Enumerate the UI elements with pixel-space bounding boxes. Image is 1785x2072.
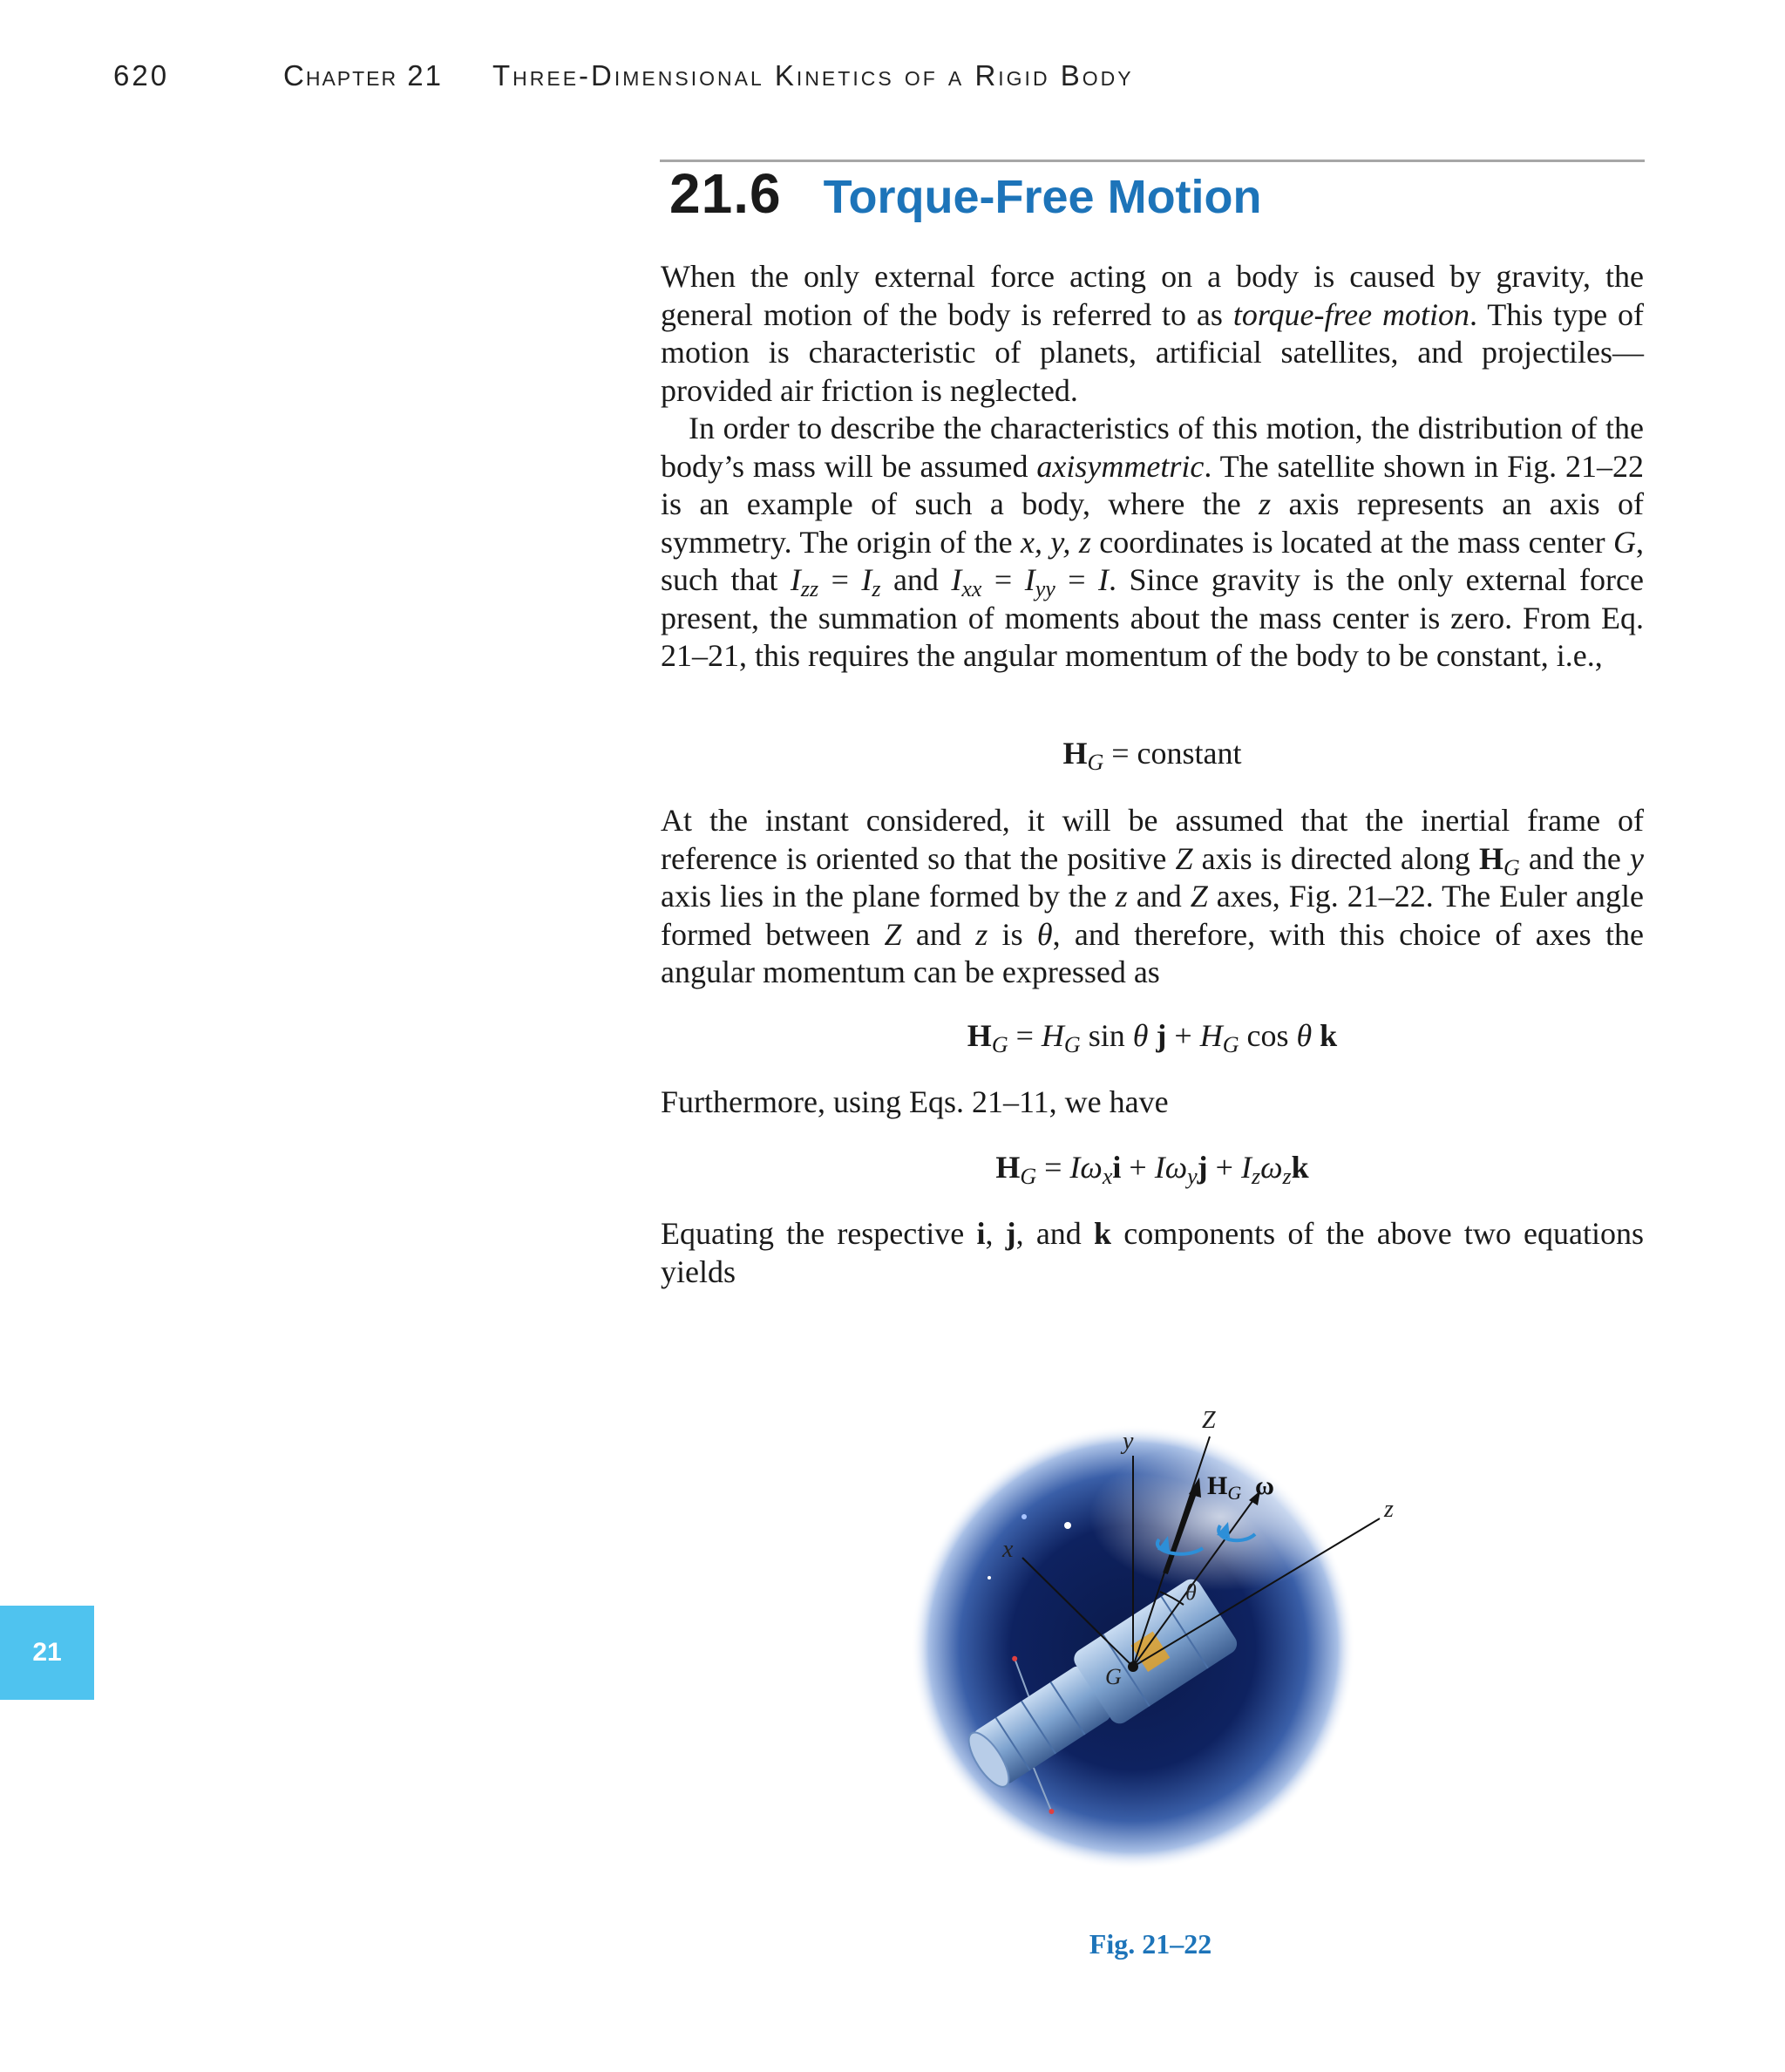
eq-unit-j: j — [1197, 1150, 1208, 1185]
var-I: I — [790, 562, 801, 597]
var-y: y — [1630, 840, 1644, 876]
text-run: Equating the respective — [661, 1216, 977, 1251]
subscript: yy — [1035, 576, 1055, 601]
paragraph-2 — [661, 410, 1644, 676]
mass-center-point — [1128, 1661, 1138, 1672]
eq-text: + — [1166, 1018, 1200, 1053]
eq-unit-j: j — [1156, 1018, 1167, 1053]
light-glow — [1089, 1443, 1351, 1591]
chapter-thumb-tab — [0, 1606, 94, 1700]
subscript: G — [1222, 1032, 1239, 1057]
subscript: G — [1503, 854, 1520, 880]
text-run: In order to describe the characteristics of this motion, the distribution of the body’s mass will be assumed — [661, 411, 1644, 484]
label-H-sub: G — [1227, 1482, 1242, 1504]
eq-text: = — [1036, 1150, 1070, 1185]
text-run: and the — [1519, 840, 1631, 876]
var-Z: Z — [1175, 840, 1193, 876]
var-theta: θ — [1036, 916, 1053, 952]
var-Z: Z — [1190, 879, 1208, 914]
figure-caption: Fig. 21–22 — [1089, 1928, 1212, 1960]
text-run: . This type of motion is characteristic of planets, artificial satellites, and projectiles—provided air friction is neglected. — [661, 296, 1644, 408]
label-Z: Z — [1202, 1407, 1216, 1434]
section-title: Torque-Free Motion — [823, 171, 1262, 223]
eq-term: Iω — [1069, 1150, 1103, 1185]
figure-satellite — [906, 1386, 1429, 1874]
label-omega: ω — [1255, 1471, 1274, 1500]
eq-symbol-H: H — [1062, 736, 1088, 771]
text-run: axis represents an axis of symmetry. The origin of the — [661, 486, 1644, 560]
subscript: zz — [800, 576, 819, 601]
text-run: , — [985, 1216, 1006, 1251]
text-run: = — [818, 562, 862, 597]
emphasis-torque-free: torque-free motion — [1232, 296, 1469, 332]
text-run: components of the above two equations yields — [661, 1216, 1645, 1289]
var-z: z — [1115, 879, 1128, 914]
text-run: . Since gravity is the only external force present, the summation of moments about the mass center is zero. From Eq. 21–21, this requires the angular momentum of the body to be constant, i.e., — [661, 562, 1644, 673]
text-run: , and — [1015, 1216, 1094, 1251]
eq-term: I — [1240, 1150, 1252, 1185]
text-run: and — [1127, 879, 1191, 914]
subscript: G — [991, 1032, 1008, 1057]
eq-unit-k: k — [1320, 1018, 1338, 1053]
body-block-4 — [661, 1215, 1644, 1291]
chapter-title: Three-Dimensional Kinetics of a Rigid Body — [492, 59, 1134, 92]
chapter-tab-label: 21 — [32, 1638, 62, 1667]
eq-unit-k: k — [1291, 1150, 1309, 1185]
chapter-label: Chapter 21 — [283, 59, 443, 92]
text-run: and — [901, 916, 976, 952]
paragraph-5 — [661, 1215, 1644, 1291]
text-run: axes, Fig. 21–22. The Euler angle formed between — [661, 879, 1644, 952]
equation-hg-constant — [661, 735, 1644, 775]
page-number: 620 — [113, 59, 170, 92]
emphasis-axisymmetric: axisymmetric — [1036, 448, 1205, 484]
body-block-2 — [661, 802, 1644, 992]
var-I: I — [951, 562, 962, 597]
unit-k: k — [1094, 1216, 1112, 1251]
subscript: z — [1282, 1164, 1292, 1189]
var-I: I — [1024, 562, 1035, 597]
label-y: y — [1123, 1428, 1134, 1455]
unit-i: i — [976, 1216, 986, 1251]
label-H: H — [1207, 1471, 1228, 1500]
star — [988, 1576, 991, 1579]
var-xyz: x, y, z — [1021, 524, 1091, 560]
text-run: , such that — [661, 524, 1644, 597]
text-run: When the only external force acting on a body is caused by gravity, the general motion of the body is referred to as — [661, 259, 1644, 332]
text-run: axis lies in the plane formed by the — [661, 879, 1116, 914]
text-run: , and therefore, with this choice of axes the angular momentum can be expressed as — [661, 916, 1644, 989]
text-run: is — [988, 916, 1037, 952]
star — [1064, 1522, 1071, 1529]
section-heading — [669, 161, 1262, 226]
var-Z: Z — [884, 916, 902, 952]
subscript: G — [1087, 750, 1104, 775]
eq-var-H: H — [1199, 1018, 1223, 1053]
eq-text: + — [1207, 1150, 1241, 1185]
subscript: z — [872, 576, 881, 601]
var-z: z — [1259, 486, 1272, 521]
var-I: I — [1098, 562, 1109, 597]
eq-symbol-H: H — [995, 1150, 1021, 1185]
eq-var-theta: θ — [1296, 1018, 1313, 1053]
eq-symbol-H: H — [967, 1018, 992, 1053]
eq-text: = — [1008, 1018, 1042, 1053]
var-z: z — [975, 916, 988, 952]
eq-text: + — [1121, 1150, 1155, 1185]
var-G: G — [1613, 524, 1636, 560]
section-number: 21.6 — [669, 162, 782, 225]
body-block-1 — [661, 258, 1644, 676]
eq-term: Iω — [1154, 1150, 1188, 1185]
subscript: G — [1063, 1032, 1081, 1057]
label-z: z — [1384, 1496, 1394, 1523]
label-x: x — [1002, 1536, 1014, 1563]
subscript: x — [1102, 1164, 1113, 1189]
label-theta: θ — [1185, 1579, 1197, 1605]
text-run: = — [981, 562, 1025, 597]
eq-var-H: H — [1041, 1018, 1064, 1053]
eq-text: cos — [1239, 1018, 1297, 1053]
text-run: and — [880, 562, 952, 597]
eq-term: ω — [1260, 1150, 1283, 1185]
text-run: At the instant considered, it will be assumed that the inertial frame of reference is oriented so that the positive — [661, 803, 1644, 876]
var-I: I — [861, 562, 872, 597]
equation-hg-components — [661, 1017, 1644, 1057]
paragraph-4: Furthermore, using Eqs. 21–11, we have — [661, 1084, 1169, 1119]
eq-text: sin — [1080, 1018, 1133, 1053]
subscript: G — [1020, 1164, 1037, 1189]
subscript: y — [1187, 1164, 1198, 1189]
equation-hg-omega — [661, 1149, 1644, 1189]
body-block-3 — [661, 1084, 1644, 1122]
running-header — [113, 59, 1134, 92]
star — [1021, 1514, 1027, 1519]
text-run: . The satellite shown in Fig. 21–22 is an example of such a body, where the — [661, 448, 1644, 521]
text-run: axis is directed along — [1192, 840, 1479, 876]
var-H-bold: H — [1478, 840, 1503, 876]
eq-text: = constant — [1103, 736, 1242, 771]
eq-unit-i: i — [1112, 1150, 1122, 1185]
subscript: xx — [961, 576, 982, 601]
text-run: = — [1055, 562, 1098, 597]
paragraph-3 — [661, 802, 1644, 992]
subscript: z — [1251, 1164, 1261, 1189]
text-run: coordinates is located at the mass center — [1090, 524, 1613, 560]
satellite-diagram — [906, 1386, 1429, 1874]
eq-var-theta: θ — [1132, 1018, 1149, 1053]
label-G: G — [1105, 1664, 1122, 1689]
unit-j: j — [1005, 1216, 1016, 1251]
paragraph-1 — [661, 258, 1644, 410]
